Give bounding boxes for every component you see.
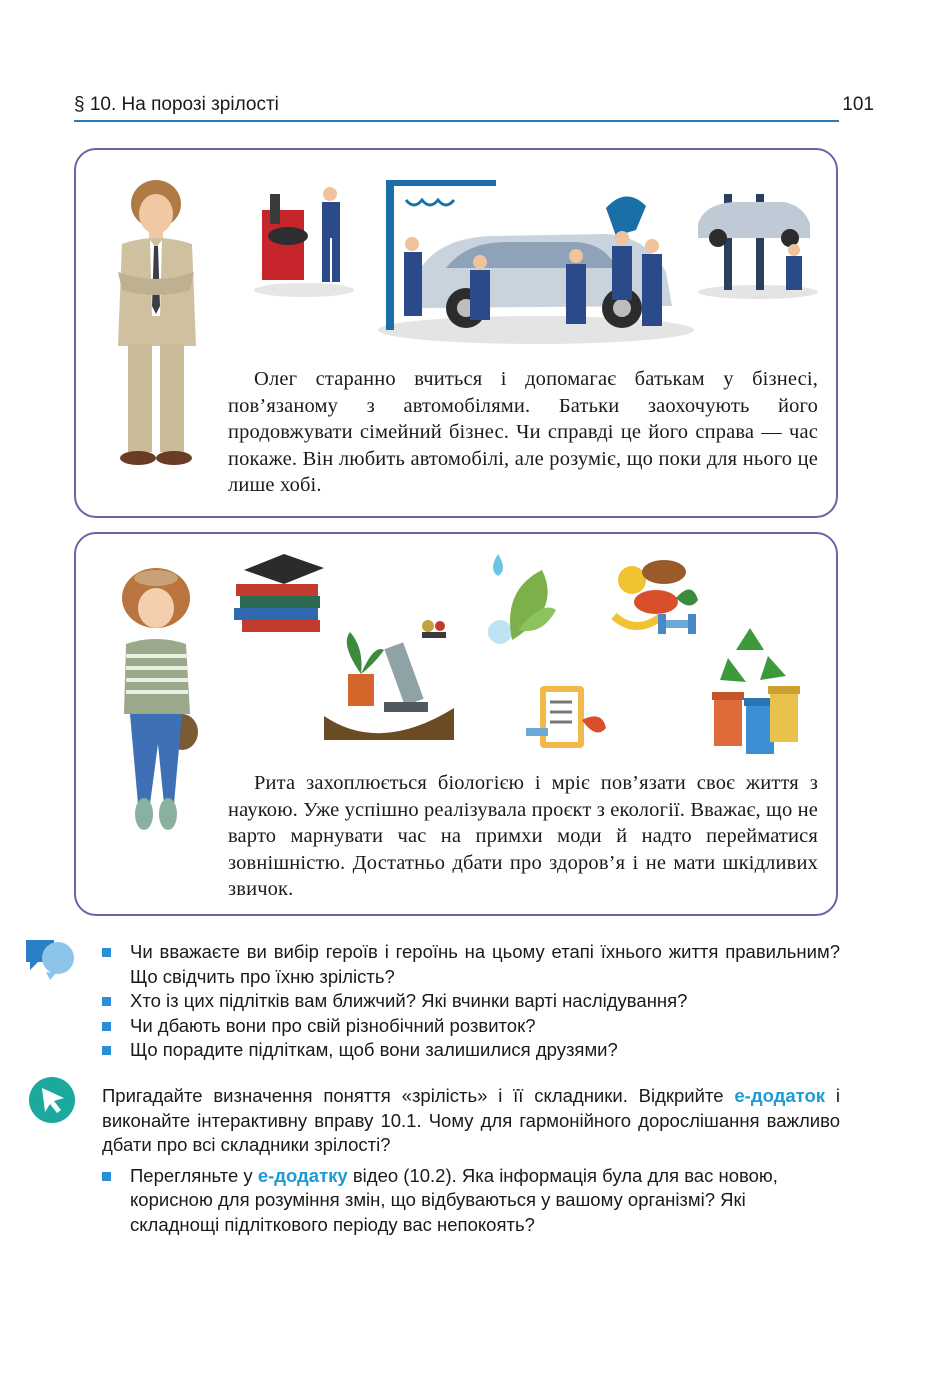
- recycle-illustration: [706, 620, 810, 760]
- girl-illustration: [106, 564, 206, 856]
- car-lift-illustration: [694, 184, 822, 302]
- boy-illustration: [104, 176, 210, 476]
- car-repair-illustration: [376, 176, 696, 348]
- question-item: Чи дбають вони про свій різнобічний розвиток?: [102, 1014, 840, 1039]
- rita-story-text: Рита захоплюється біологією і мріє пов’язати своє життя з наукою. Уже успішно реалізувала проєкт з екології. Вважає, що не варто марнувати час на примхи моди й надто перейматися зовнішністю. Достатньо дбати про здоров’я і не мати шкідливих звичок.: [228, 772, 818, 900]
- e-supplement-link[interactable]: е-додатку: [257, 1164, 348, 1186]
- page-number: 101: [842, 94, 874, 115]
- discussion-icon: [24, 936, 76, 982]
- leaf-drop-illustration: [482, 550, 568, 658]
- question-item: Що порадите підліткам, щоб вони залишилися друзями?: [102, 1038, 840, 1063]
- books-cap-illustration: [232, 546, 332, 642]
- task-text: і виконайте інтерактивну вправу 10.1. Чому для гармонійного дорослішання важливо дбати про всі складники зрілості?: [102, 1085, 841, 1155]
- healthy-food-illustration: [606, 550, 702, 646]
- task-text: Перегляньте у: [130, 1164, 253, 1186]
- clipboard-illustration: [522, 680, 612, 754]
- e-supplement-link[interactable]: е-додаток: [734, 1085, 826, 1106]
- tire-service-illustration: [252, 180, 358, 298]
- header-rule: [74, 120, 839, 122]
- question-item: Хто із цих підлітків вам ближчий? Які вчинки варті наслідування?: [102, 989, 840, 1014]
- task-text: Пригадайте визначення поняття «зрілість» і її складники. Відкрийте: [102, 1085, 724, 1106]
- task-text: відео (10.2). Яка інформація була для вас новою, корисною для розуміння змін, що відбуваються у вашому організмі? Які складнощі підліткового періоду вас непокоять?: [130, 1164, 778, 1235]
- story-card-rita: [74, 532, 838, 916]
- task-bullet-item: [102, 1164, 840, 1238]
- cursor-icon: [28, 1076, 76, 1124]
- discussion-questions: [102, 940, 840, 1063]
- task-paragraph: [102, 1084, 840, 1158]
- digital-tasks: [102, 1084, 840, 1237]
- page-header: [74, 92, 874, 122]
- question-item: Чи вважаєте ви вибір героїв і героїнь на цьому етапі їхнього життя правильним? Що свідчить про їхню зрілість?: [102, 940, 840, 989]
- section-title: § 10. На порозі зрілості: [74, 94, 279, 115]
- microscope-illustration: [320, 604, 460, 750]
- story-card-oleg: [74, 148, 838, 518]
- oleg-story-text: Олег старанно вчиться і допомагає батькам у бізнесі, пов’язаному з автомобілями. Батьки заохочують його продовжувати сімейний бізнес. Чи справді це його справа — час покаже. Він любить автомобілі, але розуміє, що поки для нього це лише хобі.: [228, 368, 818, 496]
